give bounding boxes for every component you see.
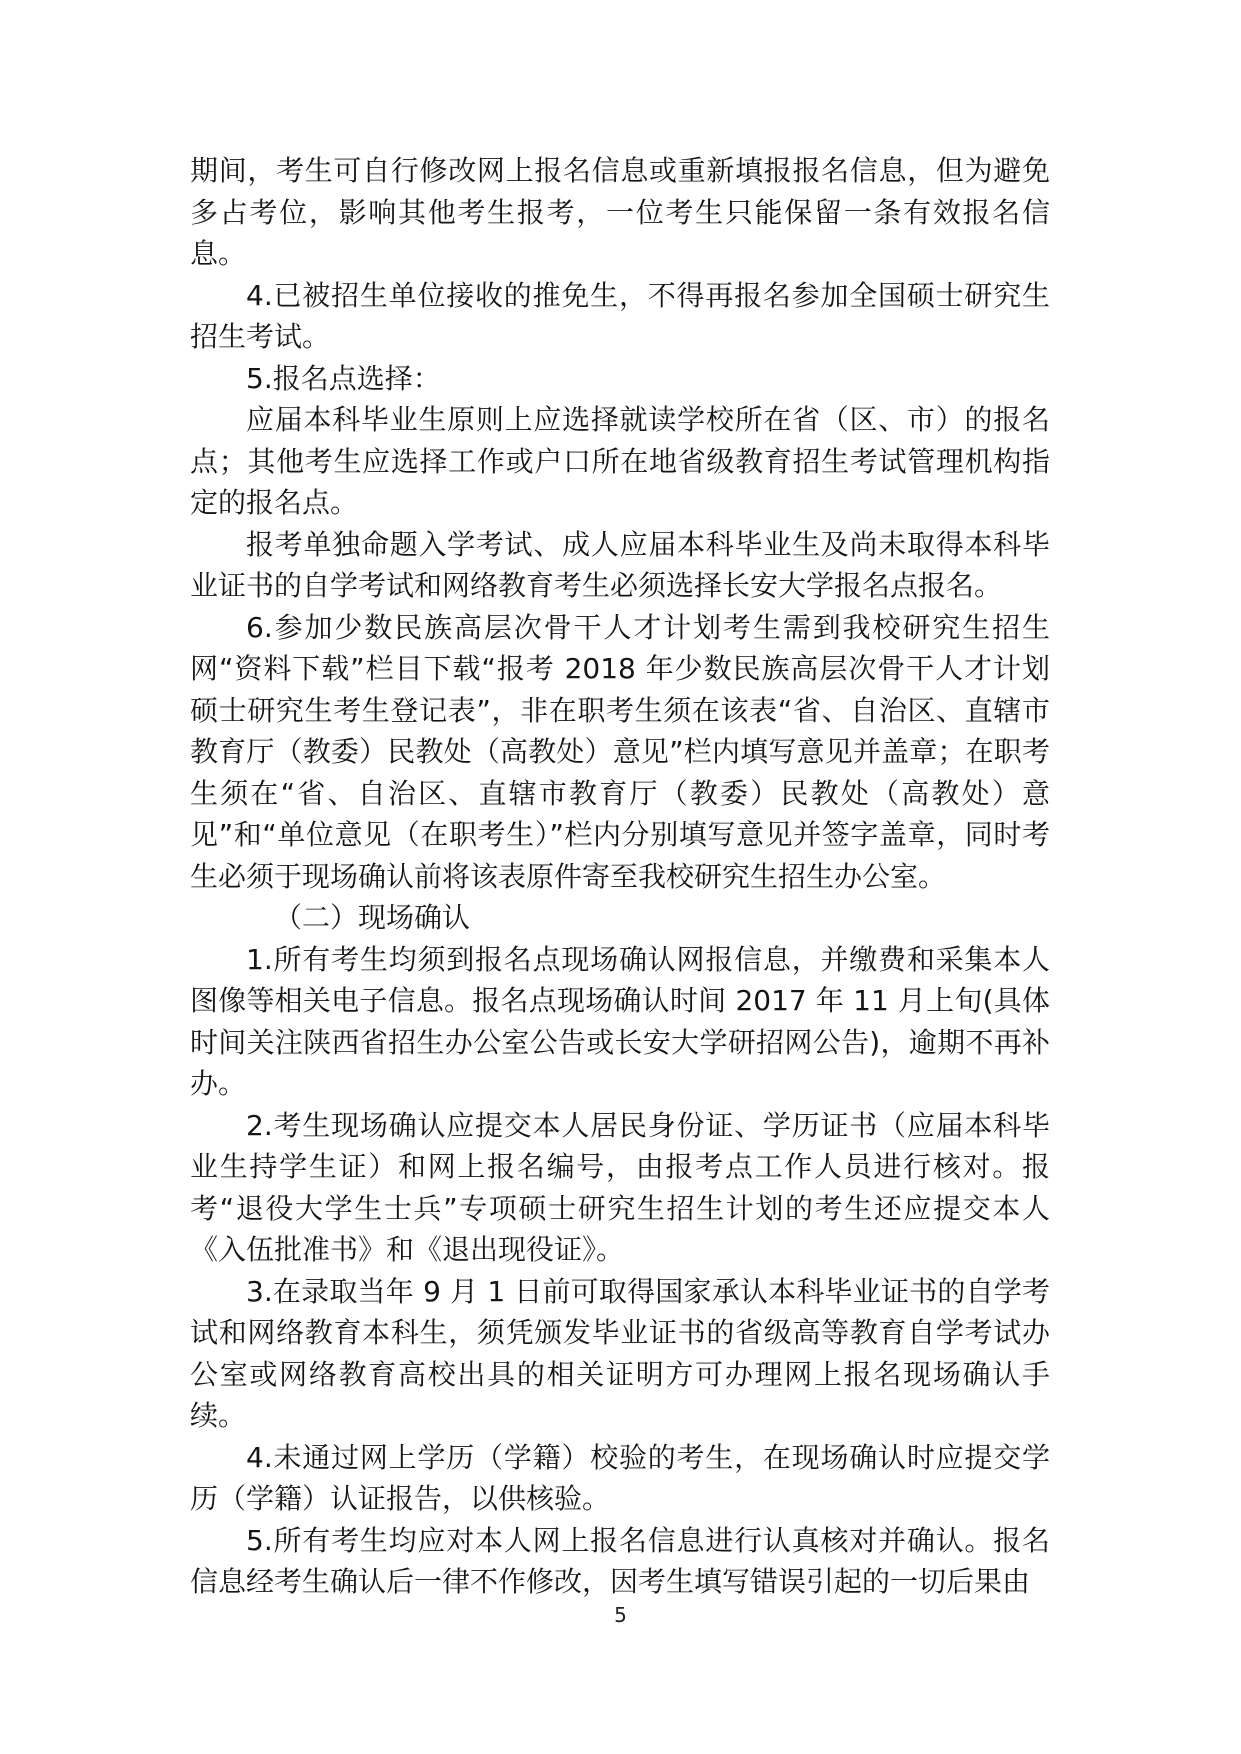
paragraph: 3.在录取当年 9 月 1 日前可取得国家承认本科毕业证书的自学考试和网络教育本科生，须凭颁发毕业证书的省级高等教育自学考试办公室或网络教育高校出具的相关证明方可办理网上报名现场确认手续。	[190, 1274, 1050, 1432]
paragraph: 4.已被招生单位接收的推免生，不得再报名参加全国硕士研究生招生考试。	[190, 278, 1050, 353]
section-heading: （二）现场确认	[274, 901, 471, 934]
paragraph: 期间，考生可自行修改网上报名信息或重新填报报名信息，但为避免多占考位，影响其他考生报考，一位考生只能保留一条有效报名信息。	[190, 154, 1050, 270]
paragraph: 5.所有考生均应对本人网上报名信息进行认真核对并确认。报名信息经考生确认后一律不作修改，因考生填写错误引起的一切后果由	[190, 1523, 1050, 1598]
paragraph: 报考单独命题入学考试、成人应届本科毕业生及尚未取得本科毕业证书的自学考试和网络教育考生必须选择长安大学报名点报名。	[190, 527, 1050, 602]
paragraph: 4.未通过网上学历（学籍）校验的考生，在现场确认时应提交学历（学籍）认证报告，以供核验。	[190, 1440, 1050, 1515]
paragraph: 2.考生现场确认应提交本人居民身份证、学历证书（应届本科毕业生持学生证）和网上报名编号，由报考点工作人员进行核对。报考“退役大学生士兵”专项硕士研究生招生计划的考生还应提交本人《入伍批准书》和《退出现役证》。	[190, 1108, 1050, 1266]
paragraph: 应届本科毕业生原则上应选择就读学校所在省（区、市）的报名点；其他考生应选择工作或户口所在地省级教育招生考试管理机构指定的报名点。	[190, 403, 1050, 519]
page-number: 5	[614, 1603, 627, 1627]
paragraph: 5.报名点选择：	[246, 361, 441, 395]
paragraph: 1.所有考生均须到报名点现场确认网报信息，并缴费和采集本人图像等相关电子信息。报名点现场确认时间 2017 年 11 月上旬(具体时间关注陕西省招生办公室公告或长安大学研招网公告)，逾期不再补办。	[190, 942, 1050, 1100]
document-body	[190, 150, 1050, 1603]
paragraph: 6.参加少数民族高层次骨干人才计划考生需到我校研究生招生网“资料下载”栏目下载“报考 2018 年少数民族高层次骨干人才计划硕士研究生考生登记表”，非在职考生须在该表“省、自治区、直辖市教育厅（教委）民教处（高教处）意见”栏内填写意见并盖章；在职考生须在“省、自治区、直辖市教育厅（教委）民教处（高教处）意见”和“单位意见（在职考生）”栏内分别填写意见并签字盖章，同时考生必须于现场确认前将该表原件寄至我校研究生招生办公室。	[190, 610, 1050, 893]
